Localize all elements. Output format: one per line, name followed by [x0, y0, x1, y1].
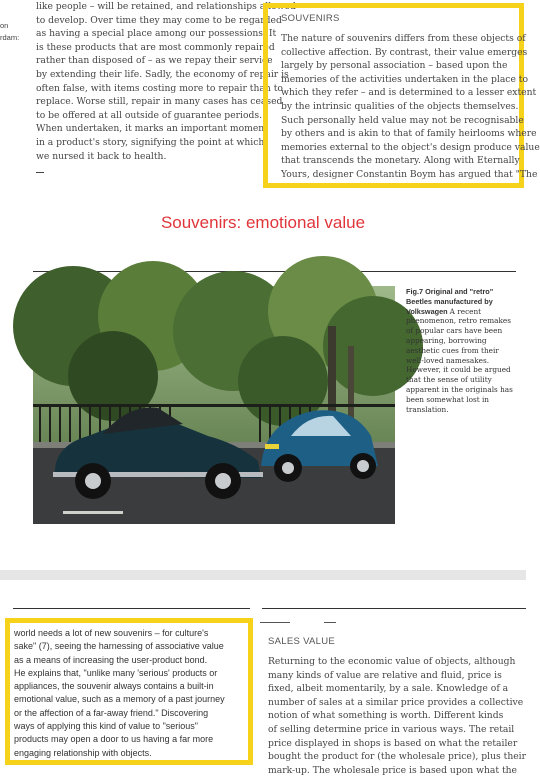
- dash-divider: [36, 172, 44, 173]
- text-line: collective affection. By contrast, their value emerges: [281, 46, 528, 58]
- text-line: like people – will be retained, and relationships allowed: [36, 1, 296, 12]
- sales-value-paragraph: [268, 655, 527, 777]
- quote-paragraph: [14, 627, 248, 760]
- section-rule: [13, 608, 250, 609]
- souvenirs-heading: SOUVENIRS: [281, 13, 340, 24]
- figure-title: Original and "retro" Beetles manufactured by Volkswagen: [406, 287, 494, 316]
- text-line: of selling determine price in various ways. The retail: [268, 723, 515, 735]
- text-line: appliances, the souvenir always contains a built-in: [14, 681, 214, 692]
- text-line: largely by personal association – based upon the: [281, 60, 508, 72]
- text-line: replace. Worse still, repair in many cases has ceased: [36, 96, 283, 108]
- text-line: number of sales at a similar price provides a collective: [268, 696, 524, 708]
- text-line: which they refer – and is determined to a lesser extent: [281, 87, 537, 99]
- beetles-photo-illustration: [33, 286, 395, 524]
- text-line: by the intrinsic qualities of the objects themselves.: [281, 100, 519, 112]
- figure-label: Fig.7: [406, 287, 426, 296]
- text-line: as having a special place among our possessions. It: [36, 28, 277, 40]
- section-rule: [33, 271, 516, 272]
- text-line: He explains that, "unlike many 'serious' products or: [14, 667, 218, 678]
- text-line: rather than disposed of – as we repay their service: [36, 55, 273, 67]
- text-line: Such personally held value may not be recognisable: [281, 114, 524, 126]
- text-line: in a product's story, signifying the point at which: [36, 136, 265, 148]
- text-line: mark-up. The wholesale price is based upon what the: [268, 764, 517, 776]
- dash-divider: [324, 622, 336, 623]
- margin-note: [0, 20, 28, 44]
- text-line: bought the product for (the wholesale price), plus their: [268, 751, 527, 763]
- text-line: engaging relationship with objects.: [14, 747, 152, 758]
- annotation-caption: Souvenirs: emotional value: [160, 213, 366, 232]
- text-line: When undertaken, it marks an important moment: [36, 123, 268, 135]
- text-line: products may open a door to us having a far more: [14, 734, 214, 745]
- text-line: price displayed in shops is based on what the retailer: [268, 737, 518, 749]
- souvenirs-paragraph: [281, 32, 540, 182]
- text-line: memories of the activities undertaken in the place to: [281, 73, 529, 85]
- text-line: by others and is akin to that of family heirlooms where: [281, 128, 537, 140]
- text-line: Yours, designer Constantin Boym has argued that "The: [281, 168, 538, 180]
- text-line: memories external to the object's design produce value: [281, 141, 540, 153]
- text-line: as a means of increasing the user-product bond.: [14, 654, 208, 665]
- text-line: The nature of souvenirs differs from these objects of: [281, 33, 526, 44]
- section-rule: [262, 608, 526, 609]
- text-line: Returning to the economic value of objects, although: [268, 656, 516, 667]
- text-line: or the affection of a far-away friend." Discovering: [14, 707, 209, 718]
- text-line: sake" (7), seeing the harnessing of associative value: [14, 641, 224, 652]
- text-line: world needs a lot of new souvenirs – for culture's: [14, 628, 209, 638]
- beetles-photo: [33, 286, 395, 524]
- figure-body: A recent phenomenon, retro remakes of popular cars have been appearing, borrowing aesthetic cues from their well-loved namesakes. However, it could be argued that the sense of utility apparent in the originals has been somewhat lost in translation.: [406, 306, 513, 414]
- text-line: to develop. Over time they may come to be regarded: [36, 14, 282, 26]
- page-separator: [0, 570, 526, 580]
- text-line: notion of what something is worth. Different kinds: [268, 710, 504, 722]
- figure-caption: [406, 287, 518, 414]
- margin-note-line: rdam:: [0, 33, 20, 42]
- text-line: by extending their life. Sadly, the economy of repair is: [36, 68, 289, 80]
- text-line: often false, with items costing more to repair than to: [36, 82, 283, 94]
- text-line: that transcends the monetary. Along with Eternally: [281, 155, 520, 167]
- text-line: we nursed it back to health.: [36, 150, 167, 162]
- margin-note-line: on: [0, 21, 9, 30]
- text-line: emotional value, such as a memory of a past journey: [14, 694, 225, 705]
- text-line: ways of applying this kind of value to "serious": [14, 721, 198, 732]
- top-left-paragraph: [36, 0, 296, 173]
- sales-value-heading: SALES VALUE: [268, 636, 336, 647]
- dash-divider: [260, 622, 290, 623]
- text-line: is these products that are most commonly repaired: [36, 41, 275, 53]
- text-line: to be offered at all outside of guarantee periods.: [36, 109, 263, 121]
- text-line: fixed, albeit momentarily, by a sale. Knowledge of a: [268, 683, 509, 695]
- text-line: many kinds of value are relative and fluid, price is: [268, 669, 502, 681]
